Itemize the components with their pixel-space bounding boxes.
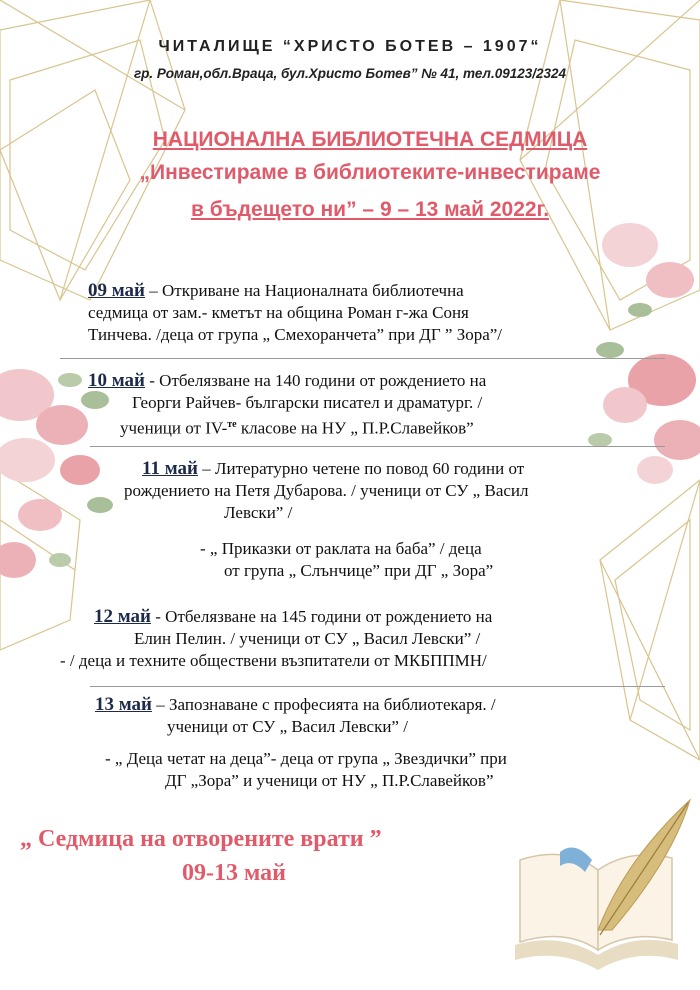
event-subitem: - „ Деца четат на деца”- деца от група „ Звездички” при xyxy=(105,749,507,768)
event-slogan-line1: „Инвестираме в библиотеките-инвестираме xyxy=(139,161,601,184)
open-doors-dates: 09-13 май xyxy=(182,860,287,886)
event-item-12-may xyxy=(60,606,640,672)
event-line: рождението на Петя Дубарова. / ученици от СУ „ Васил xyxy=(124,481,529,500)
event-text: – Литературно четене по повод 60 години от xyxy=(197,459,525,478)
event-date: 09 май xyxy=(88,280,146,301)
event-date: 12 май xyxy=(94,606,152,627)
event-text: класове на НУ „ П.Р.Славейков” xyxy=(236,418,474,438)
event-line xyxy=(95,694,620,716)
event-subitem: - „ Приказки от раклата на баба” / деца xyxy=(200,539,482,558)
event-date: 13 май xyxy=(95,694,153,715)
event-line xyxy=(88,280,603,302)
event-line xyxy=(124,458,644,480)
divider xyxy=(90,446,665,447)
superscript: те xyxy=(227,419,237,430)
event-subitem: ДГ „Зора” и ученици от НУ „ П.Р.Славейков” xyxy=(165,771,494,790)
open-doors-slogan: „ Седмица на отворените врати ” xyxy=(20,826,382,852)
event-text: - Отбелязване на 145 години от рождението на xyxy=(151,607,493,626)
divider xyxy=(60,358,665,359)
event-item-13-may xyxy=(95,694,620,792)
event-title: НАЦИОНАЛНА БИБЛИОТЕЧНА СЕДМИЦА xyxy=(152,128,588,151)
book-and-quill-icon xyxy=(515,800,690,970)
event-text: – Откриване на Националната библиотечна xyxy=(145,281,464,300)
event-line xyxy=(60,606,640,628)
event-line xyxy=(88,414,608,440)
event-line: Георги Райчев- български писател и драматург. / xyxy=(132,393,483,412)
event-text: - Отбелязване на 140 години от рождението на xyxy=(145,371,487,390)
event-line: - / деца и техните обществени възпитатели от МКБППМН/ xyxy=(60,651,487,670)
event-subitem: от група „ Слънчице” при ДГ „ Зора” xyxy=(224,561,494,580)
organization-address: гр. Роман,обл.Враца, бул.Христо Ботев” № 41, тел.09123/2324 xyxy=(133,66,567,81)
event-item-11-may xyxy=(124,458,644,582)
event-line: Елин Пелин. / ученици от СУ „ Васил Левски” / xyxy=(134,629,481,648)
event-text: ученици от IV- xyxy=(120,418,228,438)
event-slogan-line2-text: в бъдещето ни” – 9 – 13 май 2022г. xyxy=(190,198,550,221)
event-line: Левски” / xyxy=(224,503,293,522)
event-text: – Запознаване с професията на библиотекаря. / xyxy=(152,695,496,714)
event-item-09-may xyxy=(88,280,603,346)
event-item-10-may xyxy=(88,370,608,440)
event-line: седмица от зам.- кметът на община Роман г-жа Соня xyxy=(88,303,469,322)
rose-cluster-right xyxy=(588,223,700,484)
event-slogan-line2 xyxy=(0,198,700,222)
organization-name: ЧИТАЛИЩЕ “ХРИСТО БОТЕВ – 1907“ xyxy=(158,38,542,55)
event-line: Тинчева. /деца от група „ Смехоранчета” при ДГ ” Зора”/ xyxy=(88,325,503,344)
event-line: ученици от СУ „ Васил Левски” / xyxy=(167,717,408,736)
event-line xyxy=(88,370,608,392)
event-date: 10 май xyxy=(88,370,146,391)
divider xyxy=(90,686,665,687)
event-date: 11 май xyxy=(142,458,198,479)
